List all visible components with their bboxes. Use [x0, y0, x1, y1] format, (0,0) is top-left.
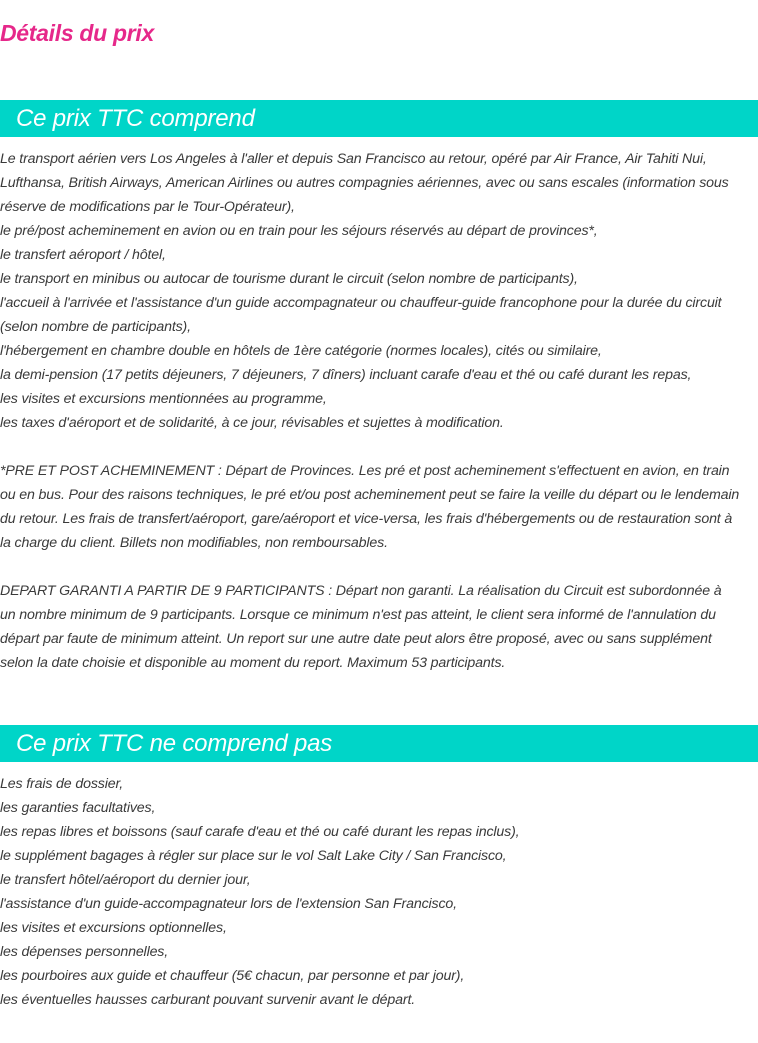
- depart-line: un nombre minimum de 9 participants. Lorsque ce minimum n'est pas atteint, le client sera informé de l'annulation du: [0, 607, 716, 623]
- acheminement-line: *PRE ET POST ACHEMINEMENT : Départ de Provinces. Les pré et post acheminement s'effectuent en avion, en train: [0, 463, 730, 479]
- acheminement-line: la charge du client. Billets non modifiables, non remboursables.: [0, 535, 388, 551]
- depart-garanti-paragraph: [0, 579, 758, 675]
- includes-line: la demi-pension (17 petits déjeuners, 7 déjeuners, 7 dîners) incluant carafe d'eau et thé ou café durant les repas,: [0, 367, 692, 383]
- includes-line: les visites et excursions mentionnées au programme,: [0, 391, 327, 407]
- includes-line: l'hébergement en chambre double en hôtels de 1ère catégorie (normes locales), cités ou similaire,: [0, 343, 602, 359]
- acheminement-paragraph: [0, 459, 758, 555]
- includes-text-block: [0, 147, 758, 675]
- includes-line: le transfert aéroport / hôtel,: [0, 247, 166, 263]
- includes-line: (selon nombre de participants),: [0, 319, 191, 335]
- excludes-line: le supplément bagages à régler sur place sur le vol Salt Lake City / San Francisco,: [0, 848, 507, 864]
- includes-section-header: Ce prix TTC comprend: [0, 100, 758, 137]
- includes-line: le transport en minibus ou autocar de tourisme durant le circuit (selon nombre de participants),: [0, 271, 578, 287]
- excludes-line: Les frais de dossier,: [0, 776, 124, 792]
- includes-line: Le transport aérien vers Los Angeles à l'aller et depuis San Francisco au retour, opéré par Air France, Air Tahiti Nui,: [0, 151, 707, 167]
- depart-line: départ par faute de minimum atteint. Un report sur une autre date peut alors être proposé, avec ou sans supplément: [0, 631, 712, 647]
- excludes-section-header: Ce prix TTC ne comprend pas: [0, 725, 758, 762]
- includes-line: le pré/post acheminement en avion ou en train pour les séjours réservés au départ de provinces*,: [0, 223, 598, 239]
- excludes-line: les dépenses personnelles,: [0, 944, 169, 960]
- depart-line: selon la date choisie et disponible au moment du report. Maximum 53 participants.: [0, 655, 506, 671]
- excludes-line: les garanties facultatives,: [0, 800, 156, 816]
- excludes-line: l'assistance d'un guide-accompagnateur lors de l'extension San Francisco,: [0, 896, 457, 912]
- excludes-line: le transfert hôtel/aéroport du dernier jour,: [0, 872, 251, 888]
- excludes-text-block: [0, 772, 758, 1012]
- excludes-line: les pourboires aux guide et chauffeur (5€ chacun, par personne et par jour),: [0, 968, 465, 984]
- includes-line: les taxes d'aéroport et de solidarité, à ce jour, révisables et sujettes à modification.: [0, 415, 504, 431]
- includes-line: réserve de modifications par le Tour-Opérateur),: [0, 199, 295, 215]
- includes-line: Lufthansa, British Airways, American Airlines ou autres compagnies aériennes, avec ou sans escales (information sous: [0, 175, 729, 191]
- excludes-line: les visites et excursions optionnelles,: [0, 920, 227, 936]
- excludes-line: les éventuelles hausses carburant pouvant survenir avant le départ.: [0, 992, 416, 1008]
- excludes-line: les repas libres et boissons (sauf carafe d'eau et thé ou café durant les repas inclus),: [0, 824, 520, 840]
- page-title: Détails du prix: [0, 20, 154, 46]
- acheminement-line: du retour. Les frais de transfert/aéroport, gare/aéroport et vice-versa, les frais d'hébergements ou de restauration sont à: [0, 511, 733, 527]
- includes-line: l'accueil à l'arrivée et l'assistance d'un guide accompagnateur ou chauffeur-guide francophone pour la durée du circuit: [0, 295, 722, 311]
- depart-line: DEPART GARANTI A PARTIR DE 9 PARTICIPANTS : Départ non garanti. La réalisation du Circuit est subordonnée à: [0, 583, 722, 599]
- acheminement-line: ou en bus. Pour des raisons techniques, le pré et/ou post acheminement peut se faire la veille du départ ou le lendemain: [0, 487, 740, 503]
